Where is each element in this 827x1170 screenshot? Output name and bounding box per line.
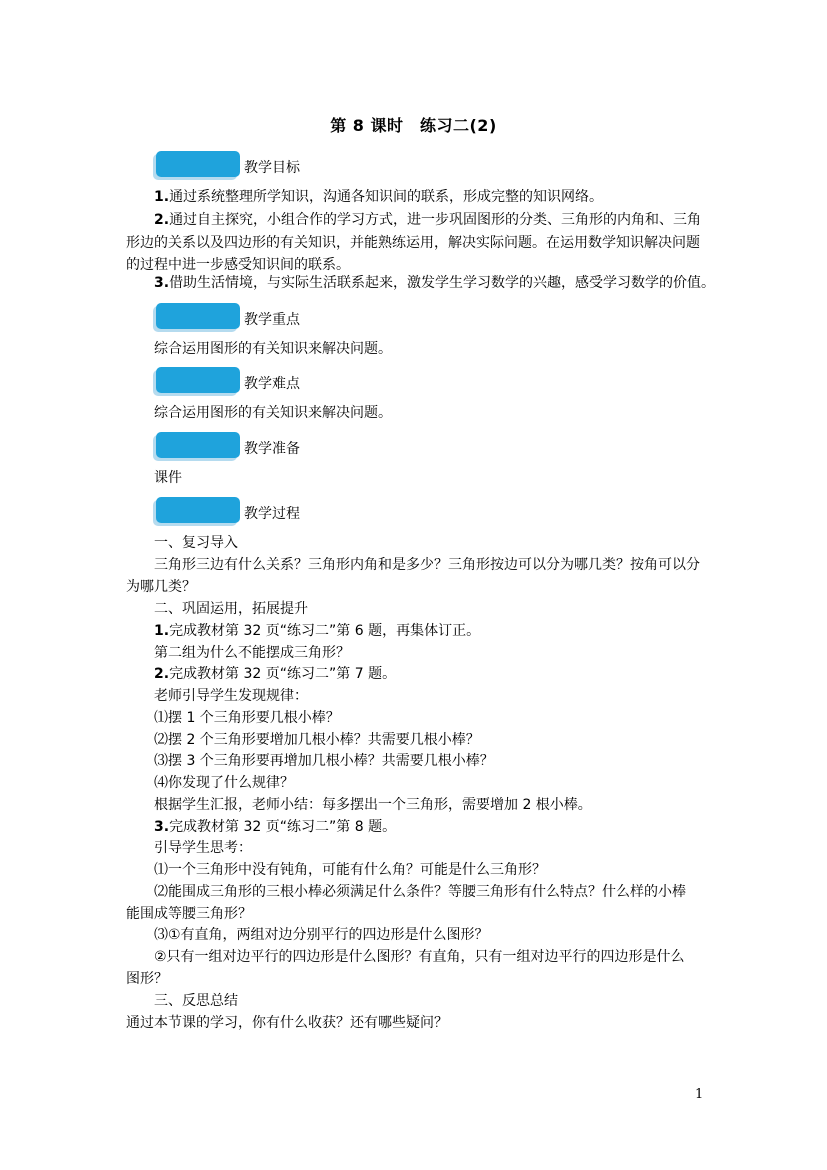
page-title: 第 8 课时 练习二(2) [330, 116, 497, 135]
paragraph: 老师引导学生发现规律： [154, 688, 308, 704]
page-number: 1 [695, 1087, 704, 1102]
section-label: 教学准备 [244, 441, 300, 457]
section-label: 教学过程 [244, 506, 300, 522]
goal-item-3: 3.借助生活情境，与实际生活联系起来，激发学生学习数学的兴趣，感受学习数学的价值。 [154, 275, 716, 291]
section-badge [156, 432, 240, 458]
part-heading: 一、复习导入 [154, 535, 238, 551]
paragraph: 三角形三边有什么关系？三角形内角和是多少？三角形按边可以分为哪几类？按角可以分 [154, 557, 700, 573]
section-header-focus [154, 303, 454, 331]
paragraph: 引导学生思考： [154, 840, 252, 856]
section-label: 教学重点 [244, 312, 300, 328]
sub-item: ⑴摆 1 个三角形要几根小棒？ [154, 710, 340, 726]
section-badge [156, 151, 240, 177]
paragraph: 第二组为什么不能摆成三角形？ [154, 645, 350, 661]
goal-item-1: 1.通过系统整理所学知识，沟通各知识间的联系，形成完整的知识网络。 [154, 189, 604, 205]
task-item-3: 3.完成教材第 32 页“练习二”第 8 题。 [154, 819, 397, 835]
section-label: 教学目标 [244, 160, 300, 176]
sub-item: ⑵摆 2 个三角形要增加几根小棒？共需要几根小棒？ [154, 732, 480, 748]
task-item-1: 1.完成教材第 32 页“练习二”第 6 题，再集体订正。 [154, 623, 481, 639]
sub-item: ⑶①有直角，两组对边分别平行的四边形是什么图形？ [154, 927, 489, 943]
paragraph: 通过本节课的学习，你有什么收获？还有哪些疑问？ [126, 1015, 448, 1031]
task-item-2: 2.完成教材第 32 页“练习二”第 7 题。 [154, 666, 397, 682]
section-badge [156, 303, 240, 329]
sub-item: ⑷你发现了什么规律？ [154, 775, 294, 791]
focus-text: 综合运用图形的有关知识来解决问题。 [154, 341, 392, 357]
section-label: 教学难点 [244, 376, 300, 392]
paragraph: 根据学生汇报，老师小结：每多摆出一个三角形，需要增加 2 根小棒。 [154, 797, 592, 813]
sub-item: ⑵能围成三角形的三根小棒必须满足什么条件？等腰三角形有什么特点？什么样的小棒 [154, 884, 686, 900]
goal-item-2: 2.通过自主探究，小组合作的学习方式，进一步巩固图形的分类、三角形的内角和、三角 [154, 212, 702, 228]
section-badge [156, 497, 240, 523]
sub-item: ⑶摆 3 个三角形要再增加几根小棒？共需要几根小棒？ [154, 753, 494, 769]
sub-item-cont: 图形？ [126, 971, 168, 987]
sub-item: ⑴一个三角形中没有钝角，可能有什么角？可能是什么三角形？ [154, 862, 546, 878]
section-header-process [154, 497, 454, 525]
section-header-goals [154, 151, 454, 179]
section-header-prep [154, 432, 454, 460]
goal-item-2-cont: 形边的关系以及四边形的有关知识，并能熟练运用，解决实际问题。在运用数学知识解决问题 [126, 235, 700, 251]
paragraph-cont: 为哪几类？ [126, 579, 196, 595]
goal-item-2-cont: 的过程中进一步感受知识间的联系。 [126, 257, 350, 273]
prep-text: 课件 [154, 470, 182, 486]
section-header-difficulty [154, 367, 454, 395]
section-badge [156, 367, 240, 393]
part-heading: 二、巩固运用，拓展提升 [154, 601, 308, 617]
part-heading: 三、反思总结 [154, 993, 238, 1009]
sub-item-cont: 能围成等腰三角形？ [126, 906, 252, 922]
difficulty-text: 综合运用图形的有关知识来解决问题。 [154, 405, 392, 421]
sub-item: ②只有一组对边平行的四边形是什么图形？有直角，只有一组对边平行的四边形是什么 [154, 949, 685, 965]
